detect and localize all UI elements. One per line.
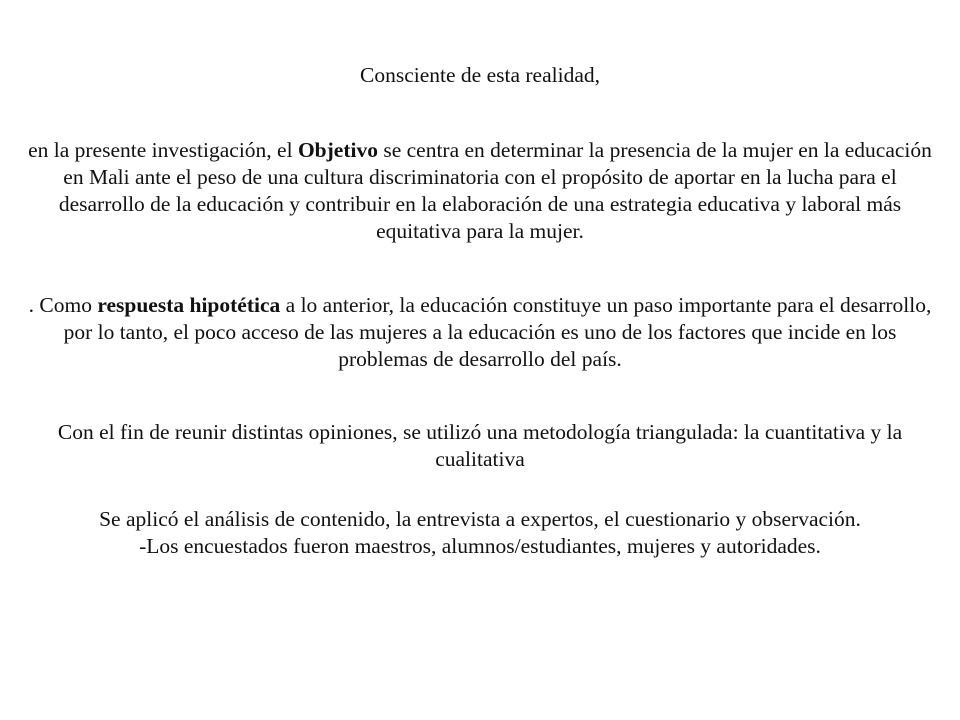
hypothesis-keyword: respuesta hipotética bbox=[97, 293, 281, 317]
hypothesis-text-before: . Como bbox=[28, 293, 98, 317]
intro-paragraph bbox=[20, 62, 940, 89]
analysis-paragraph bbox=[20, 506, 940, 560]
methodology-text: Con el fin de reunir distintas opiniones, se utilizó una metodología triangulada: la cuantitativa y la cualitativa bbox=[57, 420, 903, 471]
objective-text-after: se centra en determinar la presencia de la mujer en la educación en Mali ante el peso de una cultura discriminatoria con el propósito de aportar en la lucha para el desarrollo de la educación y contribuir en la elaboración de una estrategia educativa y laboral más equitativa para la mujer. bbox=[58, 138, 932, 243]
hypothesis-paragraph bbox=[20, 292, 940, 373]
methodology-paragraph bbox=[20, 419, 940, 473]
objective-keyword: Objetivo bbox=[297, 138, 378, 162]
intro-text: Consciente de esta realidad, bbox=[360, 63, 600, 87]
objective-text-before: en la presente investigación, el bbox=[28, 138, 298, 162]
objective-paragraph bbox=[20, 137, 940, 245]
respondents-text: -Los encuestados fueron maestros, alumnos/estudiantes, mujeres y autoridades. bbox=[139, 534, 821, 558]
hypothesis-text-after: a lo anterior, la educación constituye un paso importante para el desarrollo, por lo tanto, el poco acceso de las mujeres a la educación es uno de los factores que incide en los problemas de desarrollo del país. bbox=[63, 293, 932, 371]
analysis-text: Se aplicó el análisis de contenido, la entrevista a expertos, el cuestionario y observación. bbox=[99, 507, 861, 531]
